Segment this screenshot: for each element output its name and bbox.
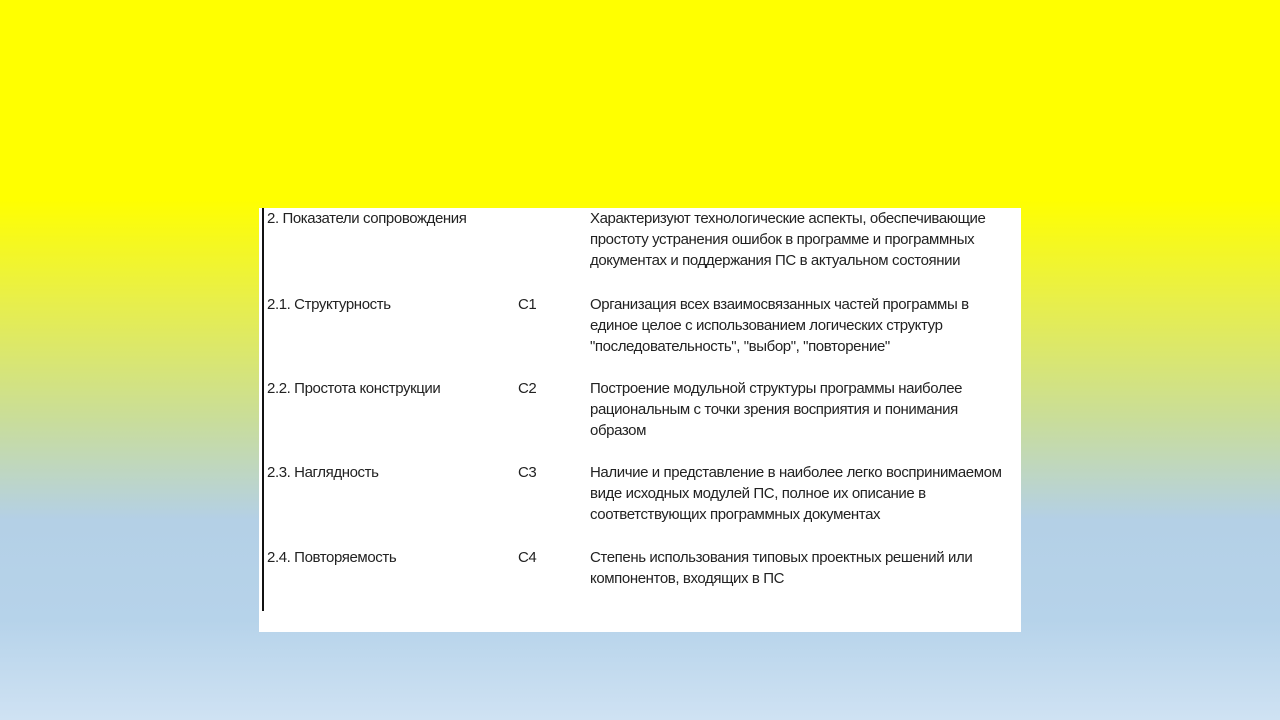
indicator-description: Построение модульной структуры программы наиболее рациональным с точки зрения восприятия и понимания образом xyxy=(590,380,963,439)
indicator-name: 2. Показатели сопровождения xyxy=(267,210,467,227)
indicator-description: Характеризуют технологические аспекты, обеспечивающие простоту устранения ошибок в программе и программных документах и поддержания ПС в актуальном состоянии xyxy=(590,210,986,269)
indicator-name: 2.3. Наглядность xyxy=(267,464,379,481)
document-table-image xyxy=(259,208,1021,632)
indicator-code: С4 xyxy=(518,549,537,566)
indicator-description: Степень использования типовых проектных решений или компонентов, входящих в ПС xyxy=(590,549,973,587)
indicator-name: 2.1. Структурность xyxy=(267,296,391,313)
indicator-description: Наличие и представление в наиболее легко воспринимаемом виде исходных модулей ПС, полное их описание в соответствующих программных документах xyxy=(590,464,1002,523)
indicator-code: С1 xyxy=(518,296,537,313)
indicator-description: Организация всех взаимосвязанных частей программы в единое целое с использованием логических структур "последовательность", "выбор", "повторение" xyxy=(590,296,969,355)
indicator-name: 2.2. Простота конструкции xyxy=(267,380,441,397)
table-left-border xyxy=(262,208,264,611)
indicator-name: 2.4. Повторяемость xyxy=(267,549,397,566)
indicator-code: С3 xyxy=(518,464,537,481)
indicator-code: С2 xyxy=(518,380,537,397)
